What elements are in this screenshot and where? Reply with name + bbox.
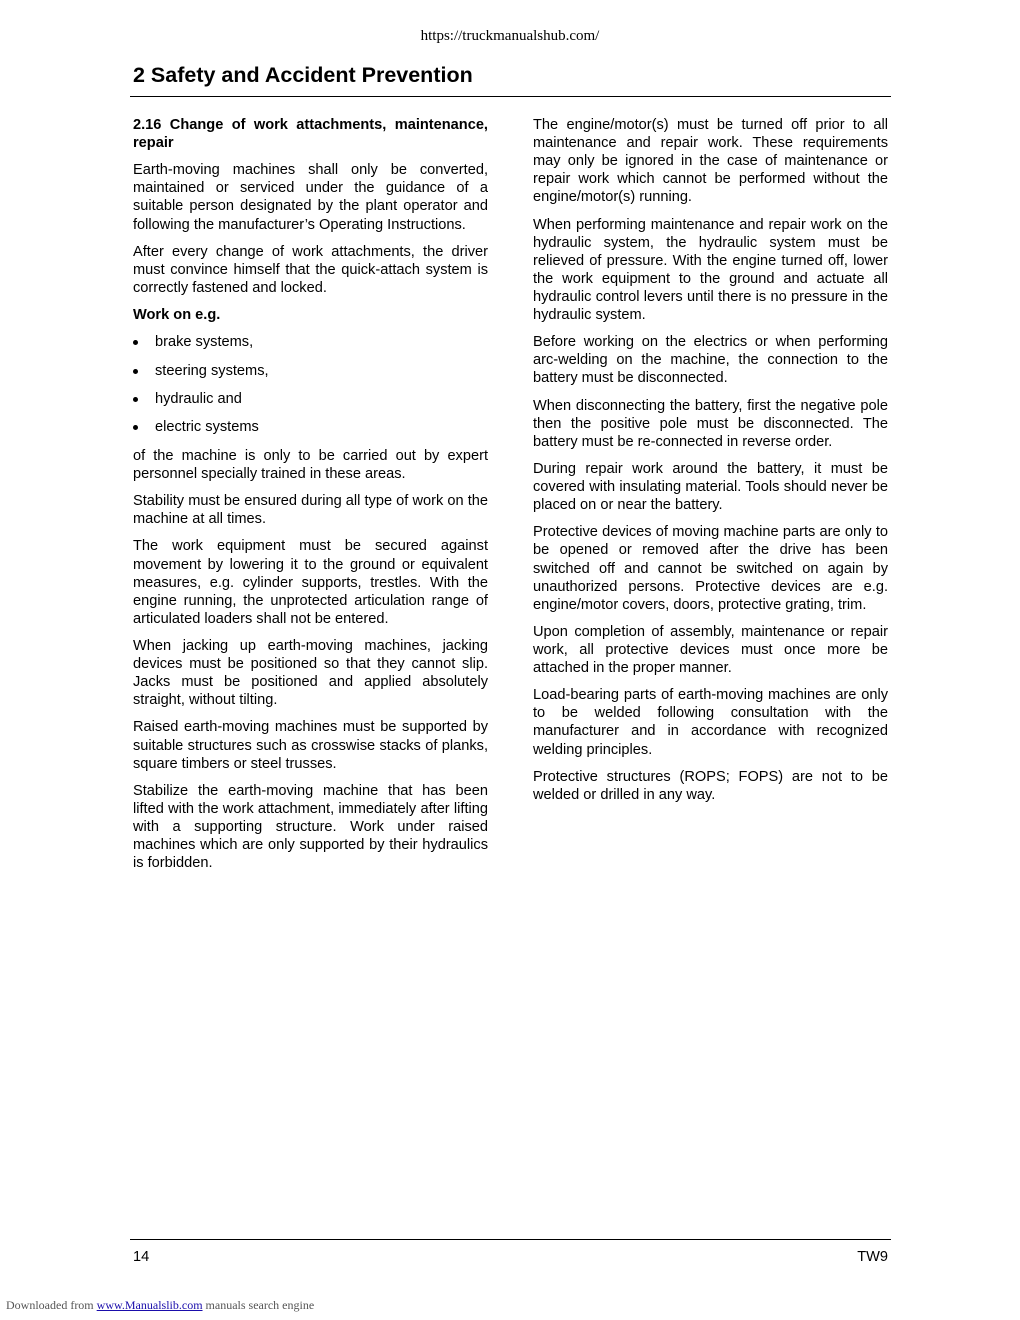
document-code: TW9	[857, 1249, 888, 1265]
left-column	[133, 116, 488, 881]
footer-divider	[130, 1239, 891, 1240]
paragraph: The work equipment must be secured against movement by lowering it to the ground or equivalent measures, e.g. cylinder supports, trestles. With the engine running, the unprotected articulation range of articulated loaders shall not be entered.	[133, 538, 488, 627]
bullet-icon	[133, 340, 138, 345]
header-divider	[130, 96, 891, 97]
paragraph: Protective structures (ROPS; FOPS) are not to be welded or drilled in any way.	[533, 768, 888, 803]
bullet-icon	[133, 425, 138, 430]
section-heading: 2.16 Change of work attachments, maintenance, repair	[133, 117, 488, 152]
download-note	[6, 1298, 314, 1313]
page-number: 14	[133, 1249, 150, 1265]
paragraph: Stabilize the earth-moving machine that has been lifted with the work attachment, immediately after lifting with a supporting structure. Work under raised machines which are only supported by their hydraulics is forbidden.	[133, 782, 488, 872]
paragraph: Raised earth-moving machines must be supported by suitable structures such as crosswise stacks of planks, square timbers or steel trusses.	[133, 719, 488, 772]
list-item-text: electric systems	[155, 419, 259, 436]
list-item	[133, 418, 488, 436]
paragraph: The engine/motor(s) must be turned off prior to all maintenance and repair work. These requirements may only be ignored in the case of maintenance or repair work which cannot be performed without the engine/motor(s) running.	[533, 117, 888, 206]
paragraph: When performing maintenance and repair work on the hydraulic system, the hydraulic system must be relieved of pressure. With the engine turned off, lower the work equipment to the ground and actuate all hydraulic control levers until there is no pressure in the hydraulic system.	[533, 216, 888, 324]
paragraph: After every change of work attachments, the driver must convince himself that the quick-attach system is correctly fastened and locked.	[133, 243, 488, 296]
list-item	[133, 390, 488, 408]
paragraph: During repair work around the battery, it must be covered with insulating material. Tools should never be placed on or near the battery.	[533, 460, 888, 514]
paragraph: of the machine is only to be carried out by expert personnel specially trained in these areas.	[133, 447, 488, 482]
list-item	[133, 362, 488, 380]
manualslib-link[interactable]: www.Manualslib.com	[96, 1298, 203, 1312]
paragraph: Stability must be ensured during all type of work on the machine at all times.	[133, 493, 488, 528]
paragraph: Before working on the electrics or when performing arc-welding on the machine, the connection to the battery must be disconnected.	[533, 334, 888, 387]
bullet-icon	[133, 397, 138, 402]
bullet-list	[133, 333, 488, 436]
source-url: https://truckmanualshub.com/	[420, 28, 600, 44]
paragraph: Earth-moving machines shall only be converted, maintained or serviced under the guidance of a suitable person designated by the plant operator and following the manufacturer’s Operating Instructions.	[133, 162, 488, 233]
list-item-text: hydraulic and	[155, 391, 242, 408]
paragraph: Load-bearing parts of earth-moving machines are only to be welded following consultation with the manufacturer and in accordance with recognized welding principles.	[533, 687, 888, 758]
paragraph: Protective devices of moving machine parts are only to be opened or removed after the drive has been switched off and cannot be switched on again by unauthorized persons. Protective devices are e.g. engine/motor covers, doors, protective grating, trim.	[533, 524, 888, 613]
bullet-icon	[133, 369, 138, 374]
download-suffix: manuals search engine	[205, 1298, 315, 1312]
download-prefix: Downloaded from	[6, 1298, 94, 1312]
paragraph: When disconnecting the battery, first the negative pole then the positive pole must be disconnected. The battery must be re-connected in reverse order.	[533, 397, 888, 450]
list-item	[133, 333, 488, 351]
sub-heading: Work on e.g.	[133, 307, 221, 324]
paragraph: Upon completion of assembly, maintenance or repair work, all protective devices must once more be attached in the proper manner.	[533, 623, 888, 677]
list-item-text: brake systems,	[155, 334, 254, 351]
right-column	[533, 116, 888, 813]
list-item-text: steering systems,	[155, 362, 269, 379]
chapter-title: 2 Safety and Accident Prevention	[133, 63, 473, 87]
paragraph: When jacking up earth-moving machines, jacking devices must be positioned so that they cannot slip. Jacks must be positioned and applied absolutely straight, without tilting.	[133, 638, 488, 709]
